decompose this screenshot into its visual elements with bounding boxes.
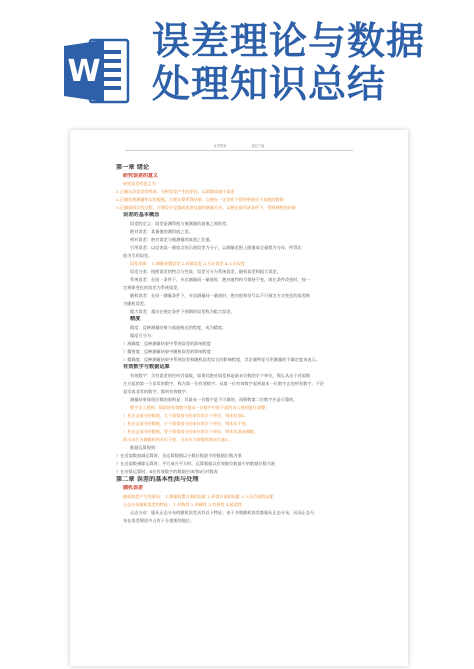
document-line: 有效数字：含有误差的任何近似数，如果其绝对误差界是最末位数的半个单位，那么从这个近似数 — [130, 372, 311, 378]
document-line: 粗大误差：超出在规定条件下预期的误差称为粗大误差。 — [130, 309, 235, 315]
document-line: 是零或非零的数字，都叫有效数字。 — [123, 388, 191, 394]
header-divider — [125, 150, 353, 151]
document-line: ）在近似数乘除运算时，平方或开平方时，运算数据以有效数位数最少的数据位数为准 — [116, 461, 276, 467]
page-title: 误差理论与数据处理知识总结 — [152, 19, 426, 106]
document-line: 精度 — [130, 316, 141, 323]
document-line: 精度可分为： — [130, 333, 156, 339]
document-line: 定规律变化的误差为系统误差。 — [123, 285, 182, 291]
document-line: ）精确度：反映测量结果中系统误差和随机误差综合的影响程度，其定量特征可用测量的不确定度来表示。 — [123, 357, 320, 363]
document-line: ）在近似数加减运算时，各运算数据以小数位数最少的数据位数为准 — [116, 453, 242, 459]
document-line: 2.正确处理测量和实验数据，合理计算所得结果，以便在一定条件下得到更接近于真值的数据 — [116, 197, 284, 203]
document-line: 第一章 绪论 — [116, 164, 150, 171]
document-line: 1.正确认识误差的性质，分析误差产生的原因，以消除或减小误差 — [116, 189, 235, 195]
document-line: 研究误差的意义 — [123, 172, 159, 179]
document-line: 即当末位为偶数时则末位不变，当末位为奇数时则末位加1。 — [123, 437, 233, 443]
document-line: 有效数字与数据运算 — [123, 364, 170, 371]
document-line: 正态分布随机误差的特征： 1.对称性 2.单峰性 3.有界性 4.抵偿性 — [123, 501, 243, 507]
document-line: 正态分布：服从正态分布的随机误差具有以下特征；由于多数随机误差都服从正态分布，因而正态分 — [130, 509, 315, 515]
document-header — [0, 0, 474, 118]
page-header-left: 优秀教案 — [213, 144, 227, 148]
document-line: 随机误差：在同一测量条件下，多次测量同一量值时，绝对值和符号以不可预定方式变化的误差称 — [130, 293, 311, 299]
document-line: ）精密度：反映测量结果中随机误差的影响程度 — [123, 349, 211, 355]
document-line: 第二章 误差的基本性质与处理 — [116, 476, 199, 484]
document-body — [116, 164, 381, 525]
document-line: 值为引用误差。 — [123, 253, 153, 259]
document-line: 随机误差 — [123, 484, 144, 491]
document-line: 误差的基本概念 — [123, 212, 160, 219]
document-line: 为随机误差。 — [123, 301, 149, 307]
document-line: 绝对误差：某量值的测得值之差。 — [130, 228, 193, 234]
document-line: 引用误差：以仪表某一刻度点的示值误差为分子，以测量范围上限值或全量程为分母，所得比 — [130, 245, 302, 251]
document-line: ）若舍去部分的数值，大于保留部分的末位的半个单位，则末位加1。 — [123, 413, 249, 419]
document-line: 左方起的第一个非零的数字，称为第一位有效数字。从第一位有效数字起到最末一位数字止的所有数字，不论 — [123, 380, 325, 386]
document-line: ）若舍去部分的数值，小于保留部分的末位的半个单位，则末位不变。 — [123, 421, 250, 427]
document-line: 相对误差：绝对误差与被测量的真值之比值。 — [130, 236, 214, 242]
document-line: 测量结果保留位数的原则是：其最末一位数字是不可靠的，而倒数第二位数字应是可靠的。 — [130, 397, 298, 402]
document-line: ）在对数运算时，n位有效数字的数据应该用n位对数表 — [116, 469, 218, 475]
document-line: 精度：反映测量结果与真值接近的程度，成为精度。 — [130, 325, 227, 331]
document-line: 研究误差的意义为： — [123, 181, 160, 187]
page-running-header — [70, 143, 408, 148]
document-line: 系统误差：在同一条件下，多次测量同一量值时，绝对值和符号保持不变，或在条件改变时，按一 — [130, 277, 311, 283]
word-doc-icon — [64, 38, 130, 104]
document-line: 误差来源： 1.测量装置误差 2.环境误差 3.方法误差 4.人员误差 — [130, 261, 245, 267]
word-icon-letter: W — [67, 54, 101, 89]
document-line: 误差分类：按照误差的特点与性质，误差可分为系统误差、随机误差和粗大误差。 — [130, 269, 281, 275]
document-line: 误差的定义：误差是测得值与被测量的真值之间的差。 — [130, 220, 231, 226]
document-line: 数据运算规则： — [130, 445, 160, 451]
document-page[interactable] — [70, 130, 408, 666]
document-line: 3.正确组织实验过程，合理设计仪器或选用仪器和测量方法，以便在最经济条件下，得到理想的结果 — [116, 205, 296, 211]
document-line: 数字舍入规则：保留的有效数字最末一位数字应按下面的舍入规则进行凑整： — [130, 405, 270, 411]
page-header-right: 欢迎下载 — [251, 144, 265, 148]
document-line: 随机误差产生的原因： 1.测量装置方面的因素 2.环境方面的因素 3.人员方面的因素 — [123, 493, 274, 499]
document-line: ）若舍去部分的数值，等于保留部分的末位的半个单位，则末位凑成偶数。 — [123, 429, 259, 435]
document-line: 布在误差理论中占有十分重要的地位。 — [123, 517, 195, 523]
document-line: ）准确度：反映测量结果中系统误差的影响程度 — [123, 341, 211, 347]
